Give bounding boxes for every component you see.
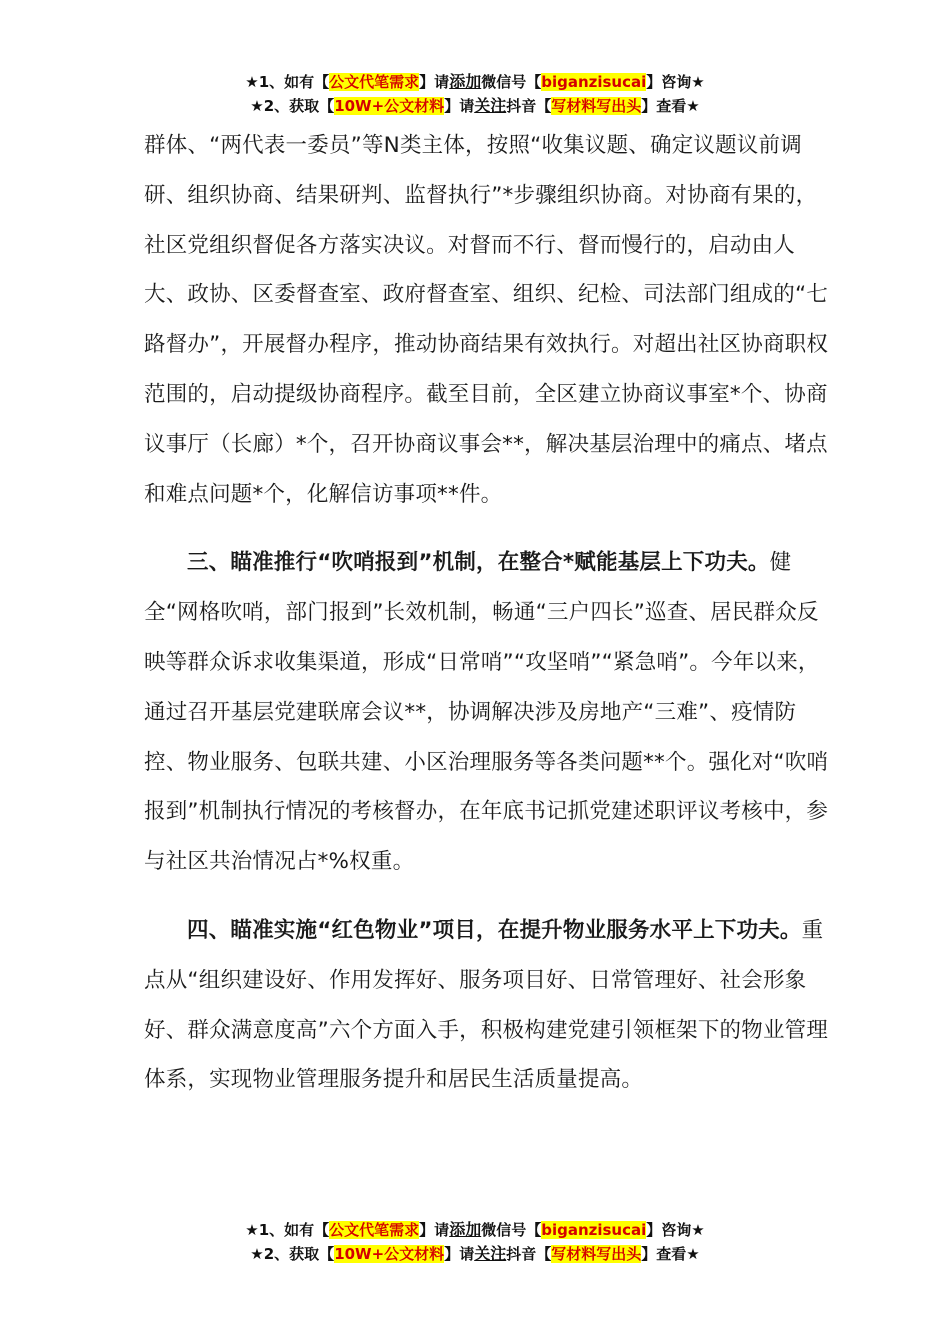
banner-line-1	[0, 70, 950, 94]
highlight-douyin-id: 写材料写出头	[551, 1245, 642, 1263]
banner-text: ★1、如有【	[245, 1221, 330, 1239]
banner-text: 】查看★	[641, 1245, 700, 1263]
banner-text: 】咨询★	[646, 1221, 705, 1239]
banner-text: 】请	[419, 1221, 450, 1239]
banner-text: 抖音【	[506, 1245, 552, 1263]
highlight-materials: 10W+公文材料	[334, 97, 445, 115]
bottom-banner	[0, 1218, 950, 1266]
banner-text: ★2、获取【	[250, 97, 335, 115]
highlight-service: 公文代笔需求	[329, 1221, 420, 1239]
paragraph-2	[144, 538, 834, 887]
paragraph-gap	[144, 887, 834, 906]
document-body	[144, 121, 834, 1105]
banner-text: 】查看★	[641, 97, 700, 115]
highlight-wechat-id: biganzisucai	[541, 1221, 647, 1239]
section-body-3: 健全“网格吹哨，部门报到”长效机制，畅通“三户四长”巡查、居民群众反映等群众诉求收集渠道，形成“日常哨”“攻坚哨”“紧急哨”。今年以来，通过召开基层党建联席会议**，协调解决涉及房地产“三难”、疫情防控、物业服务、包联共建、小区治理服务等各类问题**个。强化对“吹哨报到”机制执行情况的考核督办，在年底书记抓党建述职评议考核中，参与社区共治情况占*%权重。	[144, 550, 829, 875]
banner-text: 微信号【	[481, 1221, 542, 1239]
banner-line-2	[0, 94, 950, 118]
top-banner	[0, 70, 950, 118]
banner-text: ★2、获取【	[250, 1245, 335, 1263]
banner-text: 】请	[444, 1245, 475, 1263]
banner-text: 】请	[444, 97, 475, 115]
section-heading-3: 三、瞄准推行“吹哨报到”机制，在整合*赋能基层上下功夫。	[187, 550, 770, 576]
highlight-wechat-id: biganzisucai	[541, 73, 647, 91]
banner-text: 微信号【	[481, 73, 542, 91]
underlined-follow: 关注	[474, 96, 507, 115]
section-body-4: 重点从“组织建设好、作用发挥好、服务项目好、日常管理好、社会形象好、群众满意度高”六个方面入手，积极构建党建引领框架下的物业管理体系，实现物业管理服务提升和居民生活质量提高。	[144, 917, 829, 1093]
highlight-service: 公文代笔需求	[329, 73, 420, 91]
banner-line-2	[0, 1242, 950, 1266]
banner-text: 】咨询★	[646, 73, 705, 91]
highlight-materials: 10W+公文材料	[334, 1245, 445, 1263]
banner-text: 】请	[419, 73, 450, 91]
underlined-add: 添加	[449, 72, 482, 91]
paragraph-1: 群体、“两代表一委员”等N类主体，按照“收集议题、确定议题议前调研、组织协商、结果研判、监督执行”*步骤组织协商。对协商有果的，社区党组织督促各方落实决议。对督而不行、督而慢行的，启动由人大、政协、区委督查室、政府督查室、组织、纪检、司法部门组成的“七路督办”，开展督办程序，推动协商结果有效执行。对超出社区协商职权范围的，启动提级协商程序。截至目前，全区建立协商议事室*个、协商议事厅（长廊）*个，召开协商议事会**，解决基层治理中的痛点、堵点和难点问题*个，化解信访事项**件。	[144, 133, 829, 507]
section-heading-4: 四、瞄准实施“红色物业”项目，在提升物业服务水平上下功夫。	[187, 917, 802, 943]
paragraph-3	[144, 906, 834, 1105]
highlight-douyin-id: 写材料写出头	[551, 97, 642, 115]
underlined-add: 添加	[449, 1220, 482, 1239]
banner-text: 抖音【	[506, 97, 552, 115]
paragraph-gap	[144, 519, 834, 538]
banner-text: ★1、如有【	[245, 73, 330, 91]
banner-line-1	[0, 1218, 950, 1242]
underlined-follow: 关注	[474, 1244, 507, 1263]
